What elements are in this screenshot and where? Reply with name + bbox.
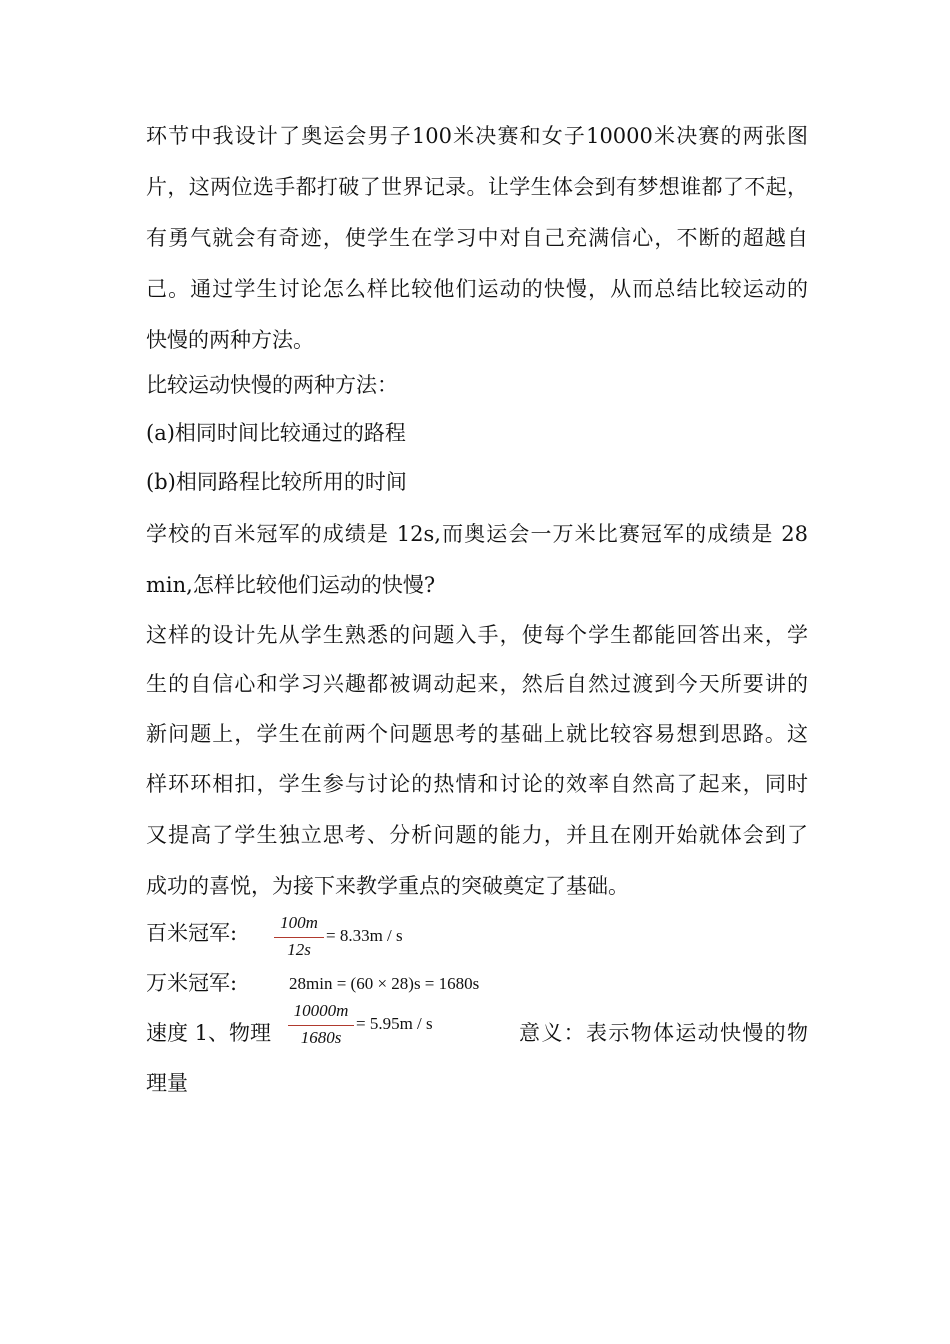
sprint-label: 百米冠军: bbox=[146, 921, 238, 945]
method-a: (a)相同时间比较通过的路程 bbox=[146, 421, 406, 445]
sprint-numerator: 100m bbox=[280, 913, 318, 932]
speed-result: = 5.95m / s bbox=[356, 1014, 433, 1033]
paragraph-line: 己。通过学生讨论怎么样比较他们运动的快慢，从而总结比较运动的 bbox=[146, 277, 808, 301]
paragraph-line: 又提高了学生独立思考、分析问题的能力，并且在刚开始就体会到了 bbox=[146, 823, 808, 847]
paragraph-line: 有勇气就会有奇迹，使学生在学习中对自己充满信心，不断的超越自 bbox=[146, 226, 808, 250]
fraction-bar bbox=[288, 1025, 354, 1026]
paragraph-line: 这样的设计先从学生熟悉的问题入手，使每个学生都能回答出来，学 bbox=[146, 623, 808, 647]
paragraph-line: 片，这两位选手都打破了世界记录。让学生体会到有梦想谁都了不起， bbox=[146, 175, 808, 199]
methods-heading: 比较运动快慢的两种方法： bbox=[146, 373, 398, 397]
paragraph-line: 环节中我设计了奥运会男子100米决赛和女子10000米决赛的两张图 bbox=[146, 124, 808, 148]
sprint-result: = 8.33m / s bbox=[326, 926, 403, 945]
speed-numerator: 10000m bbox=[293, 1001, 349, 1020]
long-equation: 28min = (60 × 28)s = 1680s bbox=[289, 974, 480, 993]
paragraph-line: 快慢的两种方法。 bbox=[146, 328, 314, 352]
speed-denominator: 1680s bbox=[300, 1028, 342, 1047]
paragraph-line: 成功的喜悦，为接下来教学重点的突破奠定了基础。 bbox=[146, 874, 629, 898]
sprint-denominator: 12s bbox=[287, 940, 311, 959]
method-b: (b)相同路程比较所用的时间 bbox=[146, 470, 407, 494]
speed-label: 速度 1、物理 bbox=[146, 1021, 272, 1045]
question-line: min,怎样比较他们运动的快慢? bbox=[146, 573, 436, 597]
meaning-text: 意义：表示物体运动快慢的物 bbox=[519, 1021, 808, 1045]
long-label: 万米冠军: bbox=[146, 971, 238, 995]
meaning-continuation: 理量 bbox=[146, 1071, 188, 1095]
fraction-bar bbox=[274, 937, 324, 938]
paragraph-line: 样环环相扣，学生参与讨论的热情和讨论的效率自然高了起来，同时 bbox=[146, 772, 808, 796]
question-line: 学校的百米冠军的成绩是 12s,而奥运会一万米比赛冠军的成绩是 28 bbox=[146, 522, 808, 546]
paragraph-line: 新问题上，学生在前两个问题思考的基础上就比较容易想到思路。这 bbox=[146, 722, 808, 746]
paragraph-line: 生的自信心和学习兴趣都被调动起来，然后自然过渡到今天所要讲的 bbox=[146, 672, 808, 696]
